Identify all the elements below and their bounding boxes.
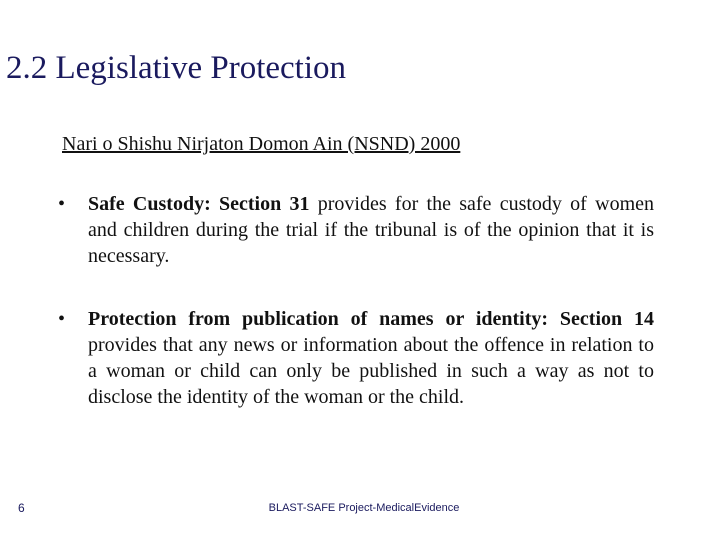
footer-text: BLAST-SAFE Project-MedicalEvidence: [268, 502, 460, 514]
bullet-description: provides for the safe custody of women and children during the trial if the tribunal is of the opinion that it is necessary.: [88, 193, 654, 267]
bullet-safe-custody: [58, 191, 654, 269]
page-number: 6: [18, 501, 25, 515]
bullet-heading: Protection from publication of names or identity: Section 14: [88, 308, 654, 330]
bullet-publication-protection: [58, 306, 654, 410]
bullet-dot-icon: •: [58, 308, 66, 330]
bullet-text: [88, 306, 654, 410]
bullet-description: provides that any news or information about the offence in relation to a woman or child can only be published in such a way as not to disclose the identity of the woman or the child.: [88, 334, 654, 408]
slide-title: 2.2 Legislative Protection: [6, 50, 347, 86]
act-subtitle: Nari o Shishu Nirjaton Domon Ain (NSND) 2000: [62, 133, 461, 155]
bullet-dot-icon: •: [58, 193, 66, 215]
bullet-text: [88, 191, 654, 269]
bullet-heading: Safe Custody: Section 31: [88, 193, 310, 215]
